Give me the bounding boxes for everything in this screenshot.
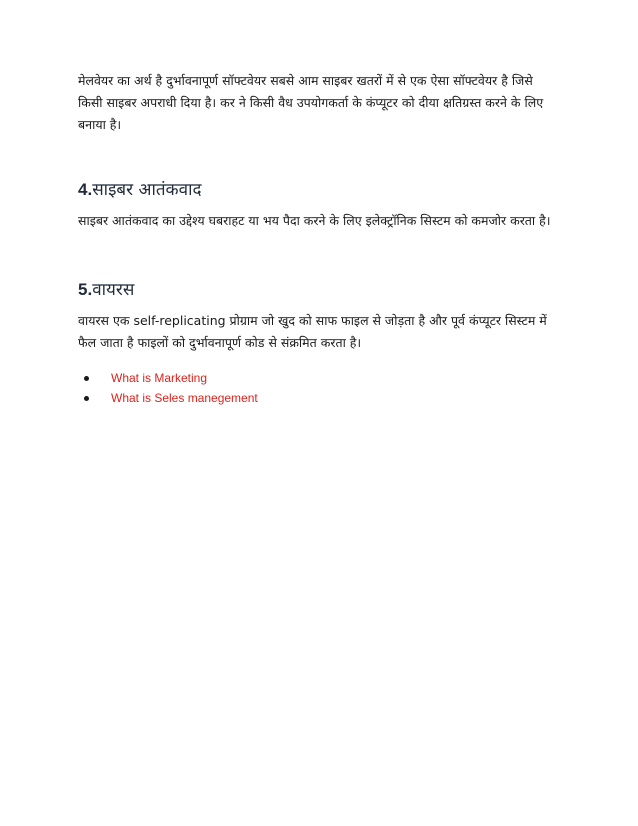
link-what-is-marketing[interactable]: What is Marketing bbox=[111, 371, 208, 385]
cyberterrorism-heading-number: 4. bbox=[78, 180, 93, 199]
related-links-list bbox=[78, 368, 560, 408]
malware-paragraph: मेलवेयर का अर्थ है दुर्भावनापूर्ण सॉफ्टवेयर सबसे आम साइबर खतरों में से एक ऐसा सॉफ्टवेयर है जिसे किसी साइबर अपराधी दिया है। कर ने किसी वैध उपयोगकर्ता के कंप्यूटर को दीया क्षतिग्रस्त करने के लिए बनाया है। bbox=[78, 73, 544, 132]
list-item bbox=[84, 368, 560, 388]
bullet-icon bbox=[84, 376, 89, 381]
link-what-is-seles-manegement[interactable]: What is Seles manegement bbox=[111, 391, 258, 405]
cyberterrorism-heading-title: साइबर आतंकवाद bbox=[92, 180, 202, 200]
cyberterrorism-heading bbox=[78, 178, 560, 202]
virus-heading-title: वायरस bbox=[92, 280, 135, 300]
bullet-icon bbox=[84, 396, 89, 401]
list-item bbox=[84, 388, 560, 408]
virus-heading bbox=[78, 278, 560, 302]
virus-heading-number: 5. bbox=[78, 280, 93, 299]
virus-paragraph: वायरस एक self-replicating प्रोग्राम जो खुद को साफ फाइल से जोड़ता है और पूर्व कंप्यूटर सिस्टम में फैल जाता है फाइलों को दुर्भावनापूर्ण कोड से संक्रमित करता है। bbox=[78, 313, 547, 350]
cyberterrorism-paragraph: साइबर आतंकवाद का उद्देश्य घबराहट या भय पैदा करने के लिए इलेक्ट्रॉनिक सिस्टम को कमजोर करता है। bbox=[78, 213, 551, 228]
